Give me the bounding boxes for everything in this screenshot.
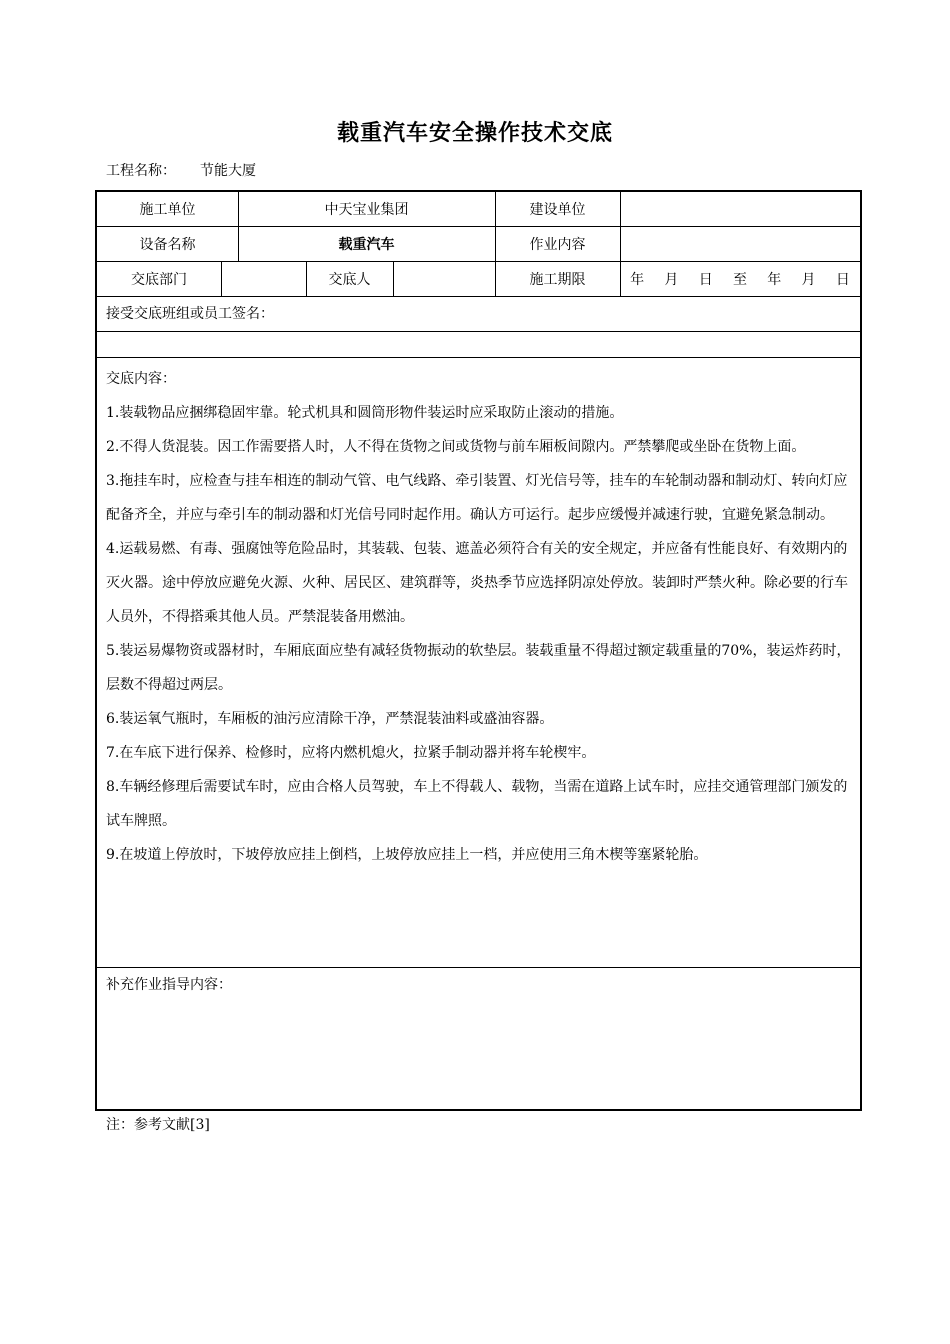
equipment-value: 载重汽车: [338, 236, 395, 253]
owner-unit-label: 建设单位: [529, 202, 586, 218]
period-month: 月: [801, 271, 816, 288]
period-year: 年: [767, 271, 782, 288]
row-divider: [97, 296, 860, 297]
content-label: 交底内容：: [106, 371, 176, 387]
project-name: [106, 160, 256, 180]
signature-label: 接受交底班组或员工签名：: [106, 306, 274, 322]
period-year: 年: [630, 271, 645, 288]
row-divider: [97, 357, 860, 358]
content-item: 8.车辆经修理后需要试车时，应由合格人员驾驶，车上不得载人、载物，当需在道路上试车时，应挂交通管理部门颁发的试车牌照。: [106, 779, 848, 829]
period-to: 至: [732, 271, 747, 288]
person-label: 交底人: [328, 271, 371, 288]
row-divider: [97, 967, 860, 968]
content-item: 4.运载易燃、有毒、强腐蚀等危险品时，其装载、包装、遮盖必须符合有关的安全规定，并应备有性能良好、有效期内的灭火器。途中停放应避免火源、火种、居民区、建筑群等，炎热季节应选择阴凉处停放。装卸时严禁火种。除必要的行车人员外，不得搭乘其他人员。严禁混装备用燃油。: [106, 541, 848, 625]
dept-label: 交底部门: [131, 271, 187, 288]
owner-unit-value: [620, 192, 860, 226]
row-divider: [97, 331, 860, 332]
period-label: 施工期限: [529, 271, 586, 288]
project-name-label: 工程名称：: [106, 163, 176, 179]
dept-value: [221, 261, 306, 296]
period-day: 日: [835, 271, 850, 288]
construction-unit-label: 施工单位: [139, 202, 196, 218]
content-item: 7.在车底下进行保养、检修时，应将内燃机熄火，拉紧手制动器并将车轮楔牢。: [106, 745, 596, 761]
supplement-label: 补充作业指导内容：: [106, 977, 232, 993]
work-content-label: 作业内容: [529, 236, 586, 253]
period-month: 月: [664, 271, 679, 288]
period-dates: [620, 261, 860, 296]
project-name-value: 节能大厦: [200, 163, 256, 179]
content-item: 3.拖挂车时，应检查与挂车相连的制动气管、电气线路、牵引装置、灯光信号等，挂车的车轮制动器和制动灯、转向灯应配备齐全，并应与牵引车的制动器和灯光信号同时起作用。确认方可运行。起步应缓慢并减速行驶，宜避免紧急制动。: [106, 473, 848, 523]
document-title: 载重汽车安全操作技术交底: [336, 121, 613, 146]
equipment-label: 设备名称: [139, 236, 196, 253]
reference-note: 注：参考文献[3]: [106, 1117, 210, 1133]
work-content-value: [620, 226, 860, 261]
briefing-content: [106, 362, 856, 872]
content-item: 2.不得人货混装。因工作需要搭人时，人不得在货物之间或货物与前车厢板间隙内。严禁攀爬或坐卧在货物上面。: [106, 439, 806, 455]
construction-unit-value: 中天宝业集团: [324, 202, 409, 218]
briefing-table: [95, 190, 862, 1111]
person-value: [393, 261, 495, 296]
content-item: 1.装载物品应捆绑稳固牢靠。轮式机具和圆筒形物件装运时应采取防止滚动的措施。: [106, 405, 624, 421]
period-day: 日: [698, 271, 713, 288]
content-item: 9.在坡道上停放时，下坡停放应挂上倒档，上坡停放应挂上一档，并应使用三角木楔等塞紧轮胎。: [106, 847, 708, 863]
content-item: 6.装运氧气瓶时，车厢板的油污应清除干净，严禁混装油料或盛油容器。: [106, 711, 554, 727]
content-item: 5.装运易爆物资或器材时，车厢底面应垫有减轻货物振动的软垫层。装载重量不得超过额定载重量的70%，装运炸药时，层数不得超过两层。: [106, 643, 851, 693]
